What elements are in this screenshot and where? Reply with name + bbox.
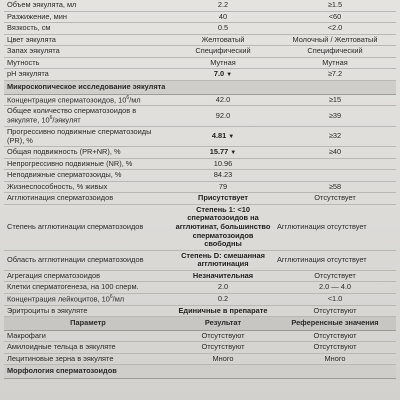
reference-value xyxy=(274,250,396,270)
result-text: Степень 1: <10 сперматозоидов на агглютинат, большинство сперматозоидов свободны xyxy=(175,204,271,249)
param-name xyxy=(4,250,172,270)
param-label: Агрегация сперматозоидов xyxy=(7,270,101,280)
param-name xyxy=(4,293,172,305)
result-value xyxy=(172,305,274,317)
table-row xyxy=(4,270,396,282)
reference-value xyxy=(274,282,396,294)
reference-text: Отсутствуют xyxy=(313,330,357,340)
table-row xyxy=(4,106,396,127)
result-value xyxy=(172,11,274,23)
table-row xyxy=(4,34,396,46)
param-label: Агглютинация сперматозоидов xyxy=(7,193,114,203)
reference-text: Отсутствуют xyxy=(313,342,357,352)
result-value xyxy=(172,170,274,182)
result-value xyxy=(172,94,274,106)
header-ref: Референсные значения xyxy=(274,317,396,331)
param-label: Разжижение, мин xyxy=(7,11,67,21)
reference-text: Отсутствуют xyxy=(313,305,357,315)
param-name xyxy=(4,204,172,250)
param-label: Объем эякулята, мл xyxy=(7,0,77,9)
reference-value xyxy=(274,0,396,11)
macroscopic-rows xyxy=(4,0,396,80)
param-name xyxy=(4,0,172,11)
reference-value xyxy=(274,126,396,146)
result-text: Мутная xyxy=(210,57,236,67)
reference-text: Мутная xyxy=(322,57,348,67)
param-label: Вязкость, см xyxy=(7,23,51,33)
result-value xyxy=(172,193,274,205)
column-header-row xyxy=(4,317,396,331)
microscopic-rows xyxy=(4,94,396,317)
result-text: 4.81 xyxy=(211,131,227,141)
param-name xyxy=(4,342,172,354)
param-name xyxy=(4,181,172,193)
param-label: Клетки сперматогенеза, на 100 сперм. xyxy=(7,282,139,292)
reference-text: ≥32 xyxy=(328,131,342,141)
reference-text: Много xyxy=(324,353,346,363)
result-text: Отсутствуют xyxy=(201,342,245,352)
param-label: Амилоидные тельца в эякуляте xyxy=(7,342,116,352)
param-label: Непрогрессивно подвижные (NR), % xyxy=(7,158,133,168)
result-text: Присутствует xyxy=(198,193,248,203)
morphology-section xyxy=(4,365,396,379)
result-value xyxy=(172,69,274,81)
param-label: Лецитиновые зерна в эякуляте xyxy=(7,353,114,363)
table-row xyxy=(4,250,396,270)
table-row xyxy=(4,305,396,317)
down-arrow-icon: ▼ xyxy=(228,134,235,141)
table-row xyxy=(4,282,396,294)
header-param: Параметр xyxy=(4,317,172,331)
param-name xyxy=(4,94,172,106)
param-label: Эритроциты в эякуляте xyxy=(7,305,88,315)
down-arrow-icon: ▼ xyxy=(230,150,237,157)
result-value xyxy=(172,204,274,250)
result-text: Единичные в препарате xyxy=(178,305,268,315)
reference-text: Отсутствует xyxy=(314,193,356,203)
reference-value xyxy=(274,57,396,69)
column-header-block xyxy=(4,317,396,331)
result-value xyxy=(172,270,274,282)
result-text: 42.0 xyxy=(215,94,231,104)
down-arrow-icon: ▼ xyxy=(226,72,233,79)
result-text: 7.0 xyxy=(213,69,225,79)
result-text: Незначительная xyxy=(192,270,254,280)
table-row xyxy=(4,69,396,81)
reference-value xyxy=(274,69,396,81)
table-row xyxy=(4,204,396,250)
param-name xyxy=(4,158,172,170)
result-value xyxy=(172,46,274,58)
table-row xyxy=(4,11,396,23)
reference-text: ≥15 xyxy=(328,94,342,104)
param-label: Мутность xyxy=(7,57,40,67)
param-label: pH эякулята xyxy=(7,69,49,79)
table-row xyxy=(4,126,396,146)
table-row xyxy=(4,330,396,342)
result-text: 2.0 xyxy=(217,282,229,292)
result-text: 79 xyxy=(218,181,228,191)
reference-value xyxy=(274,270,396,282)
param-label: Запах эякулята xyxy=(7,46,60,56)
table-row xyxy=(4,46,396,58)
param-name xyxy=(4,305,172,317)
table-row xyxy=(4,193,396,205)
param-label: Прогрессивно подвижные сперматозоиды (PR), % xyxy=(7,126,152,145)
param-unit: /эякулят xyxy=(52,115,81,125)
result-text: Специфический xyxy=(195,46,251,56)
reference-value xyxy=(274,11,396,23)
param-unit: /мл xyxy=(112,294,125,304)
result-value xyxy=(172,353,274,365)
reference-text: Агглютинация отсутствует xyxy=(277,254,367,264)
reference-text: <2.0 xyxy=(327,23,343,33)
param-name xyxy=(4,23,172,35)
reference-text: Специфический xyxy=(307,46,363,56)
reference-text: ≥39 xyxy=(328,110,342,120)
reference-value xyxy=(274,342,396,354)
result-value xyxy=(172,34,274,46)
table-row xyxy=(4,23,396,35)
result-text: Степень D: смешанная агглютинация xyxy=(181,250,265,269)
result-value xyxy=(172,250,274,270)
header-result: Результат xyxy=(172,317,274,331)
reference-value xyxy=(274,94,396,106)
param-name xyxy=(4,170,172,182)
reference-text: 2.0 — 4.0 xyxy=(318,282,352,292)
param-name xyxy=(4,193,172,205)
reference-value xyxy=(274,293,396,305)
result-value xyxy=(172,158,274,170)
result-value xyxy=(172,342,274,354)
param-name xyxy=(4,57,172,69)
section-title: Морфология сперматозоидов xyxy=(4,365,396,379)
param-exponent: 6 xyxy=(49,115,53,121)
param-name xyxy=(4,147,172,159)
param-name xyxy=(4,34,172,46)
table-row xyxy=(4,170,396,182)
additional-rows xyxy=(4,330,396,365)
param-name xyxy=(4,69,172,81)
table-row xyxy=(4,293,396,305)
table-row xyxy=(4,158,396,170)
reference-value xyxy=(274,46,396,58)
table-row xyxy=(4,94,396,106)
param-name xyxy=(4,353,172,365)
result-value xyxy=(172,57,274,69)
result-value xyxy=(172,147,274,159)
reference-text: <60 xyxy=(328,11,342,21)
result-text: 0.2 xyxy=(217,293,229,303)
reference-text: Молочный / Желтоватый xyxy=(292,34,378,44)
table-row xyxy=(4,353,396,365)
result-value xyxy=(172,106,274,127)
semen-analysis-table xyxy=(4,0,396,379)
result-text: Много xyxy=(212,353,234,363)
param-label: Цвет эякулята xyxy=(7,34,56,44)
reference-text: ≥1.5 xyxy=(327,0,343,9)
result-text: 15.77 xyxy=(209,147,229,157)
param-label: Степень агглютинации сперматозоидов xyxy=(7,222,144,231)
reference-text: <1.0 xyxy=(327,293,343,303)
table-row xyxy=(4,147,396,159)
section-title: Микроскопическое исследование эякулята xyxy=(4,80,396,94)
result-text: 92.0 xyxy=(215,110,231,120)
reference-value xyxy=(274,170,396,182)
result-value xyxy=(172,126,274,146)
result-text: Желтоватый xyxy=(201,34,245,44)
microscopy-section xyxy=(4,80,396,94)
reference-text: ≥58 xyxy=(328,181,342,191)
result-text: 40 xyxy=(218,11,228,21)
param-name xyxy=(4,46,172,58)
result-value xyxy=(172,293,274,305)
result-text: 2.2 xyxy=(217,0,229,9)
result-value xyxy=(172,0,274,11)
table-row xyxy=(4,0,396,11)
param-exponent: 6 xyxy=(109,293,113,300)
param-label: Область агглютинации сперматозоидов xyxy=(7,254,144,264)
section-header-morphology xyxy=(4,365,396,379)
param-label: Общая подвижность (PR+NR), % xyxy=(7,147,121,157)
reference-value xyxy=(274,204,396,250)
reference-value xyxy=(274,23,396,35)
table-row xyxy=(4,342,396,354)
reference-value xyxy=(274,106,396,127)
table-row xyxy=(4,181,396,193)
result-text: 84.23 xyxy=(213,170,233,180)
reference-text: Агглютинация отсутствует xyxy=(277,222,367,231)
result-text: 10.96 xyxy=(213,158,233,168)
reference-text: Отсутствует xyxy=(314,270,356,280)
reference-value xyxy=(274,330,396,342)
result-text: Отсутствуют xyxy=(201,330,245,340)
param-name xyxy=(4,11,172,23)
param-label: Неподвижные сперматозоиды, % xyxy=(7,170,122,180)
reference-value xyxy=(274,193,396,205)
reference-text: ≥40 xyxy=(328,147,342,157)
result-text: 0.5 xyxy=(217,23,229,33)
reference-value xyxy=(274,34,396,46)
param-label: Жизнеспособность, % живых xyxy=(7,181,108,191)
param-name xyxy=(4,126,172,146)
result-value xyxy=(172,330,274,342)
param-label: Общее количество сперматозоидов в эякуляте, 10 xyxy=(7,106,137,125)
result-value xyxy=(172,23,274,35)
param-name xyxy=(4,282,172,294)
result-value xyxy=(172,181,274,193)
param-label: Концентрация лейкоцитов, 10 xyxy=(7,294,110,304)
reference-value xyxy=(274,305,396,317)
reference-value xyxy=(274,147,396,159)
reference-text: ≥7.2 xyxy=(327,69,343,79)
reference-value xyxy=(274,353,396,365)
reference-value xyxy=(274,158,396,170)
param-unit: /мл xyxy=(129,94,141,104)
param-label: Макрофаги xyxy=(7,330,46,340)
param-label: Концентрация сперматозоидов, 10 xyxy=(7,94,127,104)
section-header-microscopy xyxy=(4,80,396,94)
param-name xyxy=(4,270,172,282)
param-exponent: 6 xyxy=(126,94,130,101)
reference-value xyxy=(274,181,396,193)
result-value xyxy=(172,282,274,294)
param-name xyxy=(4,106,172,127)
param-name xyxy=(4,330,172,342)
table-row xyxy=(4,57,396,69)
